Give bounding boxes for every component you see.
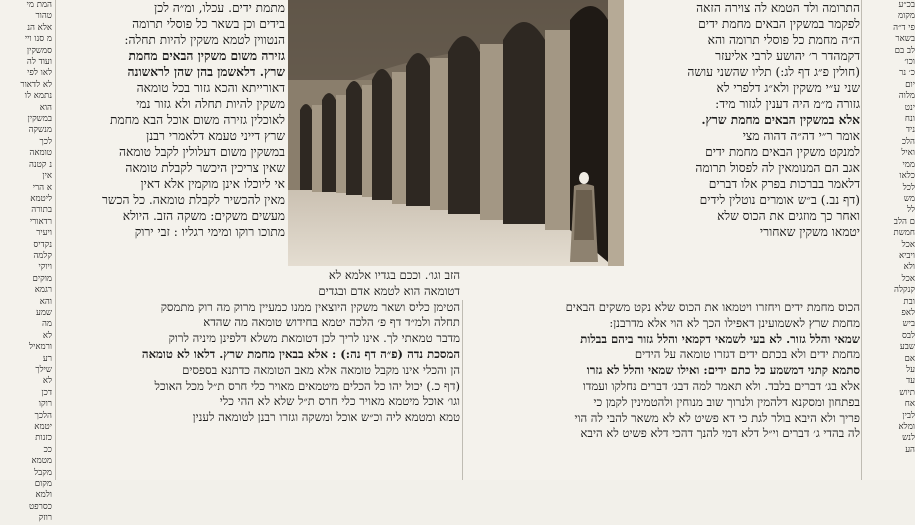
text-line: בידים וכן בשאר כל פוסלי תרומה [132, 17, 285, 31]
text-line: אי ליוכלו אינן מוקמין אלא דאין [140, 177, 285, 191]
text-line: גזורה מ״מ היה דענין לגזור מיד: [715, 97, 860, 111]
margin-line: עד [906, 376, 915, 387]
text-line: ואחר כך מוזגים את הכוס שלא [717, 209, 860, 223]
text-line: מחמת ידים ולא בכתם ידים דגזרו טומאה על הידים [634, 347, 860, 362]
margin-line: הע [905, 444, 915, 455]
margin-line: רוזק [38, 513, 52, 524]
text-line: דקמהדר ר׳ יהושע לרבי אליעזר [715, 49, 860, 63]
margin-line: נתמא לו [24, 91, 52, 102]
margin-line: הוא [39, 102, 52, 113]
margin-line: לא לדאור [20, 79, 52, 90]
margin-line: יום [905, 79, 915, 90]
margin-line: ואיל [901, 148, 915, 159]
margin-line: על [906, 365, 915, 375]
text-line: הכוס מחמת ידים ויחזרו ויטמאו את הכוס שלא נקט משקים הבאים [565, 300, 860, 314]
margin-line: שמע [35, 307, 52, 318]
margin-line: ועוד לה [26, 57, 52, 68]
margin-line: לא [42, 330, 52, 341]
margin-line: אכל [901, 273, 915, 284]
text-line: מאין להכשיר לקבלת טומאה. כל הכשר [101, 193, 285, 207]
text-line: מעשים משקים: משקה הזב. היולא [122, 209, 285, 223]
text-line: לאוכלין גזירה משום אוכל הבא מחמת [109, 113, 285, 127]
text-line: לפקמר במשקין הבאים מחמת ידים [698, 17, 860, 31]
column-divider [861, 0, 862, 480]
text-line: מתוכו רוקו ומימי רגליו : זבי ירוק [134, 225, 285, 239]
text-line: פריך ולא היבא בולר לגת כי דא פשיט לא לא משאר להבי לה הוי [574, 410, 860, 425]
margin-line: לב בם [894, 45, 915, 56]
margin-line: ויעיר [36, 228, 52, 239]
margin-line: לנש [902, 433, 915, 444]
text-line: שמאי והלל גזור. לא בעי לשמאי דקמאי והלל גזור ביהם בבלות [580, 331, 860, 346]
margin-line: רגמא [34, 285, 52, 296]
margin-line: לבין [902, 410, 915, 421]
text-line: סתמא קתני דמשמע כל כתם ידים: ואילו שמאי והלל לא גזרו [586, 363, 860, 378]
margin-line: ניד [905, 125, 915, 136]
text-line: בפתחון ומסקנא דלהמין ולנרוך שוב מנוחין ולהטמינין לקמן כי [593, 394, 860, 409]
text-line: המסכת נדה (פ״ה דף נה:) : אלא בבאין מחמת שרץ. דלאו לא טומאה [141, 346, 460, 361]
text-line: טמא ומטמא ליה וכ״ש אוכל ומשקה וגזרו רבנן לטומאה לענין [192, 410, 460, 425]
text-line: דטומאה הוא לטמא אדם ובגדים [318, 283, 460, 298]
margin-line: סמשקין [26, 45, 52, 56]
text-line: במשקין משום דעלולין לקבל טומאה [118, 145, 285, 159]
text-line: משקין להיות תחלה ולא גזור נמי [136, 97, 285, 111]
margin-line: מ סנו ויי [24, 34, 52, 45]
margin-line: ינט [904, 102, 915, 113]
text-line: יטמאו משקין שאחורי [759, 225, 860, 239]
text-line: הן והכלי אינו מקבל טומאה אלא מאב הטומאה כדתנא בספסים [182, 362, 460, 377]
margin-line: מלוה [898, 91, 915, 102]
margin-line: רע [42, 353, 52, 364]
column-divider [55, 0, 56, 480]
margin-line: דכן [41, 387, 52, 398]
margin-line: שילך [35, 365, 52, 375]
margin-line: הלכ [901, 136, 915, 147]
margin-line: מש [903, 193, 915, 204]
text-line: הטימן כליס ושאר משקין היוצאין ממנו כמעיין מרוק מה רוק מתמסק [160, 299, 460, 314]
margin-commentary-left [0, 0, 52, 524]
margin-line: קנקלה [894, 285, 915, 296]
text-line: מדבר טמאתי לך. אינו לריך לכן דטומאת משלא דלפינן מיניה לרוק [168, 331, 460, 346]
text-line: אגב הם המנומאין לה לפסול תרומה [695, 161, 860, 175]
margin-line: ומלא [898, 422, 915, 433]
margin-line: כ׳ נר [899, 68, 915, 79]
text-line: ה״ה מחמת כל פוסלי תרומה והא [707, 33, 860, 47]
margin-line: לאפ [901, 307, 915, 318]
margin-line: אין [42, 171, 52, 182]
margin-line: מקום [34, 479, 52, 490]
text-line: (דף נב.) ב״ש אומרים נוטלין לידים [699, 193, 860, 207]
margin-line: בשאר [895, 34, 915, 45]
margin-line: א הרי [32, 182, 52, 193]
margin-line: אח [904, 399, 915, 410]
commentary-block-top-right [634, 0, 860, 290]
margin-line: רדאורי [29, 216, 52, 227]
margin-line: יטמא [34, 422, 52, 433]
margin-line: טומאה [29, 148, 52, 159]
margin-line: במשקין [27, 114, 52, 125]
arched-corridor-photo [288, 0, 624, 266]
text-line: שאין צריכין היכשר לקבלת טומאה [125, 161, 285, 175]
margin-line: כלאו [899, 171, 915, 182]
margin-line: ככ [43, 444, 52, 455]
margin-line: לל [906, 205, 915, 216]
margin-line: ולא [903, 262, 915, 273]
text-line: (דף כ.) יכול יהו כל הכלים מיטמאים מאויר כלי חרס ת״ל מכל האוכל [154, 378, 460, 393]
margin-line: אם [904, 353, 915, 364]
margin-line: ממי [902, 159, 915, 170]
margin-line: ליטמא [30, 193, 52, 204]
text-line: אלא במשקין הבאים מחמת שרץ. [701, 113, 860, 127]
margin-line: שבע [899, 342, 915, 353]
text-line: אלא בג׳ דברים בלבד. ולא תאמר למה דבג׳ דברים נחלקו ועמדו [582, 378, 860, 393]
margin-line: בכ״ע [898, 0, 915, 10]
margin-line: מקבל [34, 467, 52, 478]
text-line: דאורייתא והכא גזור בכל טומאה [136, 81, 285, 95]
margin-line: אלא הנ [27, 22, 52, 33]
margin-line: מוקים [32, 273, 52, 284]
text-line: מתמת ידים. עכלו, ומ״ה לכן [154, 1, 285, 15]
corridor-illustration [288, 0, 624, 266]
commentary-block-bottom-left [58, 268, 460, 480]
margin-line: נ קטנה [28, 159, 52, 170]
margin-line: לבס [901, 330, 915, 341]
margin-line: חמשת [893, 228, 915, 239]
margin-line: לכל [902, 182, 915, 193]
text-line: מחמת שרץ לאשמועינן דאפילו הכך לא הוי אלא מדרבנן: [609, 315, 860, 330]
margin-line: פי ד״ה [893, 22, 915, 33]
margin-line: נקדיס [33, 239, 52, 250]
margin-line: לא [42, 376, 52, 387]
margin-line: מטמא [31, 456, 52, 467]
margin-line: לכך [39, 136, 52, 147]
margin-line: ורמאיל [29, 342, 52, 353]
margin-line: רוקו [38, 399, 52, 410]
margin-line: ם הלב [893, 216, 915, 227]
margin-line: המת מי [26, 0, 52, 10]
margin-line: ויוקי [38, 262, 52, 273]
margin-line: אכל [901, 239, 915, 250]
margin-line: קלמה [33, 250, 52, 261]
margin-line: ובת [903, 296, 915, 307]
margin-line: ביש [902, 319, 915, 330]
text-line: וגו׳ אוכל מיטמא מאויר כלי חרס ת״ל שלא לא ההי כלי [219, 394, 460, 409]
margin-line: מקומ [898, 11, 915, 22]
margin-line: בתורה [31, 205, 52, 216]
margin-line: טהור [35, 11, 52, 22]
text-line: הנטווין לטמא משקין להיות תחלה: [124, 33, 285, 47]
margin-line: ונח [904, 114, 915, 125]
text-line: דלאמר בברכות בפרק אלו דברים [708, 177, 860, 191]
text-line: אומר ר״י דה״ה דהוה מצי [742, 129, 860, 143]
margin-line: הלכך [34, 410, 52, 421]
text-line: (חולין פ״ג דף לג:) תליו שהשני עושה [687, 65, 860, 79]
text-line: לה בהדי ג׳ דברים וי״ל דלא דמי להנך דהכי דלא פשיט לא היבא [580, 426, 860, 441]
text-line: תחלה ולמ״ד דף פ׳ הלכה יטמא בחידוש טומאה מה שהדא [203, 315, 460, 330]
margin-line: כזנות [35, 433, 52, 444]
text-line: למנקט משקין הבאים מחמת ידים [705, 145, 860, 159]
column-divider [462, 300, 463, 480]
text-line: התרומה ולד הטמא לה צוירה הזאה [696, 1, 860, 15]
margin-line: והא [39, 296, 52, 307]
commentary-block-bottom-right [466, 300, 860, 480]
margin-line: לאו לפי [27, 68, 52, 79]
margin-line: ולמא [35, 490, 52, 501]
text-line: שרץ. דלאשמן בהן שהן לראשונה [127, 65, 285, 79]
commentary-block-top-left [58, 0, 285, 262]
text-line: שני ע״י משקין ולא״ג דלפרי לא [716, 81, 860, 95]
margin-line: מה [41, 319, 52, 330]
text-line: גזירה משום משקין הבאים מחמת [128, 49, 285, 63]
margin-line: תיוש [899, 387, 915, 398]
margin-line: כסרפט [28, 501, 52, 512]
margin-line: ויביא [898, 250, 915, 261]
margin-line: מנשקה [28, 125, 52, 136]
text-line: הזב וגו׳. וככם בגדיו אלמא לא [328, 268, 460, 282]
margin-commentary-right [863, 0, 915, 480]
margin-line: וכו׳ [904, 57, 915, 68]
text-line: שרץ דייני טעמא דלאמרי רבנן [146, 129, 285, 143]
